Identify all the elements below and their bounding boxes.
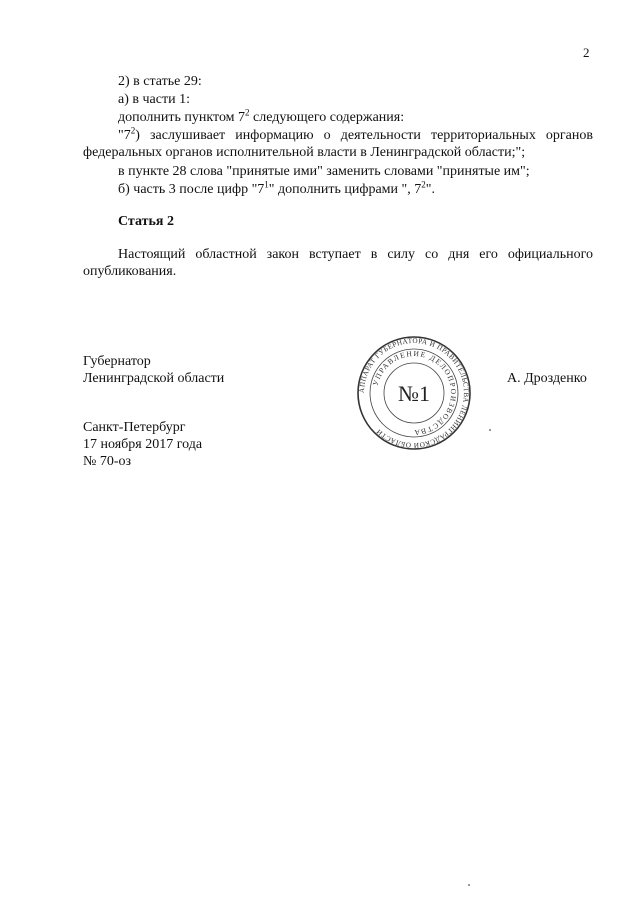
item-b-middle: " дополнить цифрами ", 7 [268, 182, 422, 197]
article-2-heading: Статья 2 [118, 214, 174, 229]
supplement-line [118, 109, 404, 126]
signatory-title-line-2: Ленинградской области [83, 371, 225, 386]
quote-superscript: 2 [130, 125, 136, 136]
item-b-prefix: б) часть 3 после цифр "7 [118, 182, 265, 197]
seal-outer-textpath: АППАРАТ ГУБЕРНАТОРА И ПРАВИТЕЛЬСТВА ЛЕНИНГРАДСКОЙ ОБЛАСТИ [357, 336, 471, 450]
signatory-title-line-1: Губернатор [83, 354, 151, 369]
quoted-point-paragraph [83, 127, 593, 161]
supplement-prefix: дополнить пунктом 7 [118, 110, 246, 125]
seal-center-text: №1 [398, 381, 430, 406]
scan-speck [489, 429, 491, 431]
page-number: 2 [583, 45, 590, 60]
point-28-line: в пункте 28 слова "принятые ими" заменить словами "принятые им"; [118, 164, 530, 179]
article-2-text: Настоящий областной закон вступает в силу со дня его официального опубликования. [83, 247, 593, 279]
quote-prefix: "7 [118, 128, 131, 143]
supplement-suffix: следующего содержания: [249, 110, 405, 125]
item-b-line [118, 181, 435, 198]
item-b-superscript-2: 2 [421, 179, 426, 190]
quote-text: ) заслушивает информацию о деятельности территориальных органов федеральных органов исполнительной власти в Ленинградской области;"; [83, 128, 593, 160]
law-number: № 70-оз [83, 454, 132, 469]
signatory-name: А. Дрозденко [507, 371, 587, 386]
scan-speck [468, 884, 470, 886]
city: Санкт-Петербург [83, 420, 186, 435]
item-b-suffix: ". [425, 182, 435, 197]
item-b-superscript-1: 1 [264, 179, 269, 190]
amendment-item-2: 2) в статье 29: [118, 74, 202, 89]
amendment-item-a: а) в части 1: [118, 92, 190, 107]
official-seal [356, 335, 472, 451]
seal-inner-textpath: УПРАВЛЕНИЕ ДЕЛОПРОИЗВОДСТВА [370, 348, 459, 438]
supplement-superscript: 2 [245, 107, 250, 118]
date: 17 ноября 2017 года [83, 437, 203, 452]
